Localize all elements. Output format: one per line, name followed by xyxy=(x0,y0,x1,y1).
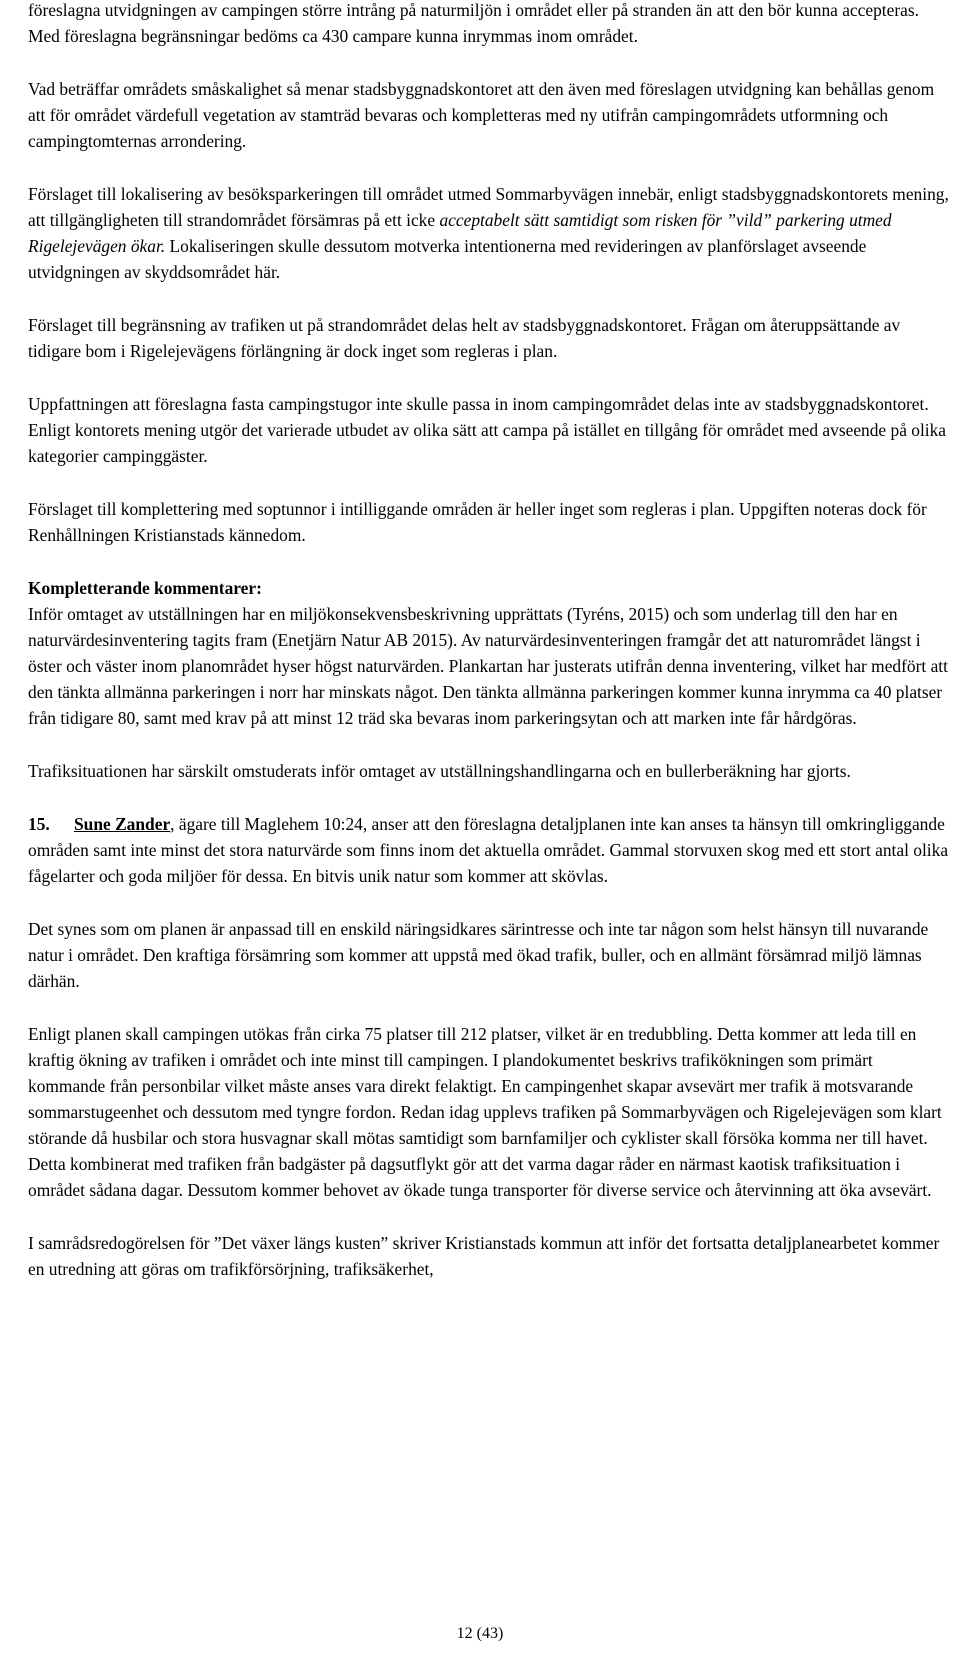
paragraph-visitor-parking xyxy=(28,181,950,285)
paragraph-visitor-parking-italic: acceptabelt sätt samtidigt som risken för ”vild” parkering utmed Rigelejevägen ökar. xyxy=(28,210,892,256)
submitter-name: Sune Zander xyxy=(74,814,171,834)
paragraph-waste-bins: Förslaget till komplettering med soptunnor i intilliggande områden är heller inget som regleras i plan. Uppgiften noteras dock för Renhållningen Kristianstads kännedom. xyxy=(28,499,927,545)
section-heading: Kompletterande kommentarer: xyxy=(28,578,262,598)
paragraph-submission-15 xyxy=(28,811,950,889)
paragraph-visitor-parking-continuation: Lokaliseringen skulle dessutom motverka intentionerna med revideringen av planförslaget avseende utvidgningen av skyddsområdet här. xyxy=(28,236,867,282)
page-number: 12 (43) xyxy=(456,1625,504,1642)
paragraph-visitor-parking-text: Förslaget till lokalisering av besöksparkeringen till området utmed Sommarbyvägen innebär, enligt stadsbyggnadskontorets mening, att tillgängligheten till strandområdet försämras på ett icke xyxy=(28,184,949,230)
paragraph-campaign-capacity: föreslagna utvidgningen av campingen större intrång på naturmiljön i området eller på stranden än att den bör kunna accepteras. Med föreslagna begränsningar bedöms ca 430 campare kunna inrymmas inom området. xyxy=(28,0,919,46)
paragraph-camping-expansion: Enligt planen skall campingen utökas från cirka 75 platser till 212 platser, vilket är en tredubbling. Detta kommer att leda till en kraftig ökning av trafiken i området och inte minst till campingen. I plandokumentet beskrivs trafikökningen som primärt kommande från personbilar vilket måste anses vara direkt felaktigt. En campingenhet skapar avsevärt mer trafik ä motsvarande sommarstugeenhet och dessutom med tyngre fordon. Redan idag upplevs trafiken på Sommarbyvägen och Rigelejevägen som klart störande då husbilar och stora husvagnar skall mötas samtidigt som barnfamiljer och cyklister skall försöka komma ner till havet. Detta kombinerat med trafiken från badgäster på dagsutflykt gör att det varma dagar råder en närmast kaotisk trafiksituation i området sådana dagar. Dessutom kommer behovet av ökade tunga transporter för diverse service och återvinning att öka avsevärt. xyxy=(28,1024,942,1200)
submission-text: , ägare till Maglehem 10:24, anser att den föreslagna detaljplanen inte kan anses ta hänsyn till omkringliggande områden samt inte minst det stora naturvärde som finns inom det aktuella området. Gammal storvuxen skog med ett stort antal olika fågelarter och goda miljöer för dessa. En bitvis unik natur som kommer att skövlas. xyxy=(28,814,949,886)
paragraph-small-scale: Vad beträffar områdets småskalighet så menar stadsbyggnadskontoret att den även med föreslagen utvidgning kan behållas genom att för området värdefull vegetation av stamträd bevaras och kompletteras med ny utifrån campingområdets utformning och campingtomternas arrondering. xyxy=(28,79,935,151)
paragraph-traffic-study: Trafiksituationen har särskilt omstuderats inför omtaget av utställningshandlingarna och en bullerberäkning har gjorts. xyxy=(28,761,851,781)
section-additional-comments xyxy=(28,575,950,731)
page-body xyxy=(28,0,950,1309)
paragraph-environmental-assessment: Inför omtaget av utställningen har en miljökonsekvensbeskrivning upprättats (Tyréns, 2015) och som underlag till den har en naturvärdesinventering tagits fram (Enetjärn Natur AB 2015). Av naturvärdesinventeringen framgår det att naturområdet längst i öster och väster inom planområdet hyser högst naturvärden. Plankartan har justerats utifrån denna inventering, vilket har medfört att den tänkta allmänna parkeringen i norr har minskats något. Den tänkta allmänna parkeringen kommer kunna inrymma ca 40 platser från tidigare 80, samt med krav på att minst 12 träd ska bevaras inom parkeringsytan och att marken inte får hårdgöras. xyxy=(28,604,948,728)
paragraph-special-interest: Det synes som om planen är anpassad till en enskild näringsidkares särintresse och inte tar någon som helst hänsyn till nuvarande natur i området. Den kraftiga försämring som kommer att uppstå med ökad trafik, buller, och en allmänt försämrad miljö lämnas därhän. xyxy=(28,919,929,991)
item-number: 15. xyxy=(28,814,50,834)
paragraph-cabins: Uppfattningen att föreslagna fasta campingstugor inte skulle passa in inom campingområdet delas inte av stadsbyggnadskontoret. Enligt kontorets mening utgör det varierade utbudet av olika sätt att campa på istället en tillgång för området med avseende på olika kategorier campinggäster. xyxy=(28,394,947,466)
paragraph-traffic-restriction: Förslaget till begränsning av trafiken ut på strandområdet delas helt av stadsbyggnadskontoret. Frågan om återuppsättande av tidigare bom i Rigelejevägens förlängning är dock inget som regleras i plan. xyxy=(28,315,901,361)
paragraph-consultation-report: I samrådsredogörelsen för ”Det växer längs kusten” skriver Kristianstads kommun att inför det fortsatta detaljplanearbetet kommer en utredning att göras om trafikförsörjning, trafiksäkerhet, xyxy=(28,1233,940,1279)
